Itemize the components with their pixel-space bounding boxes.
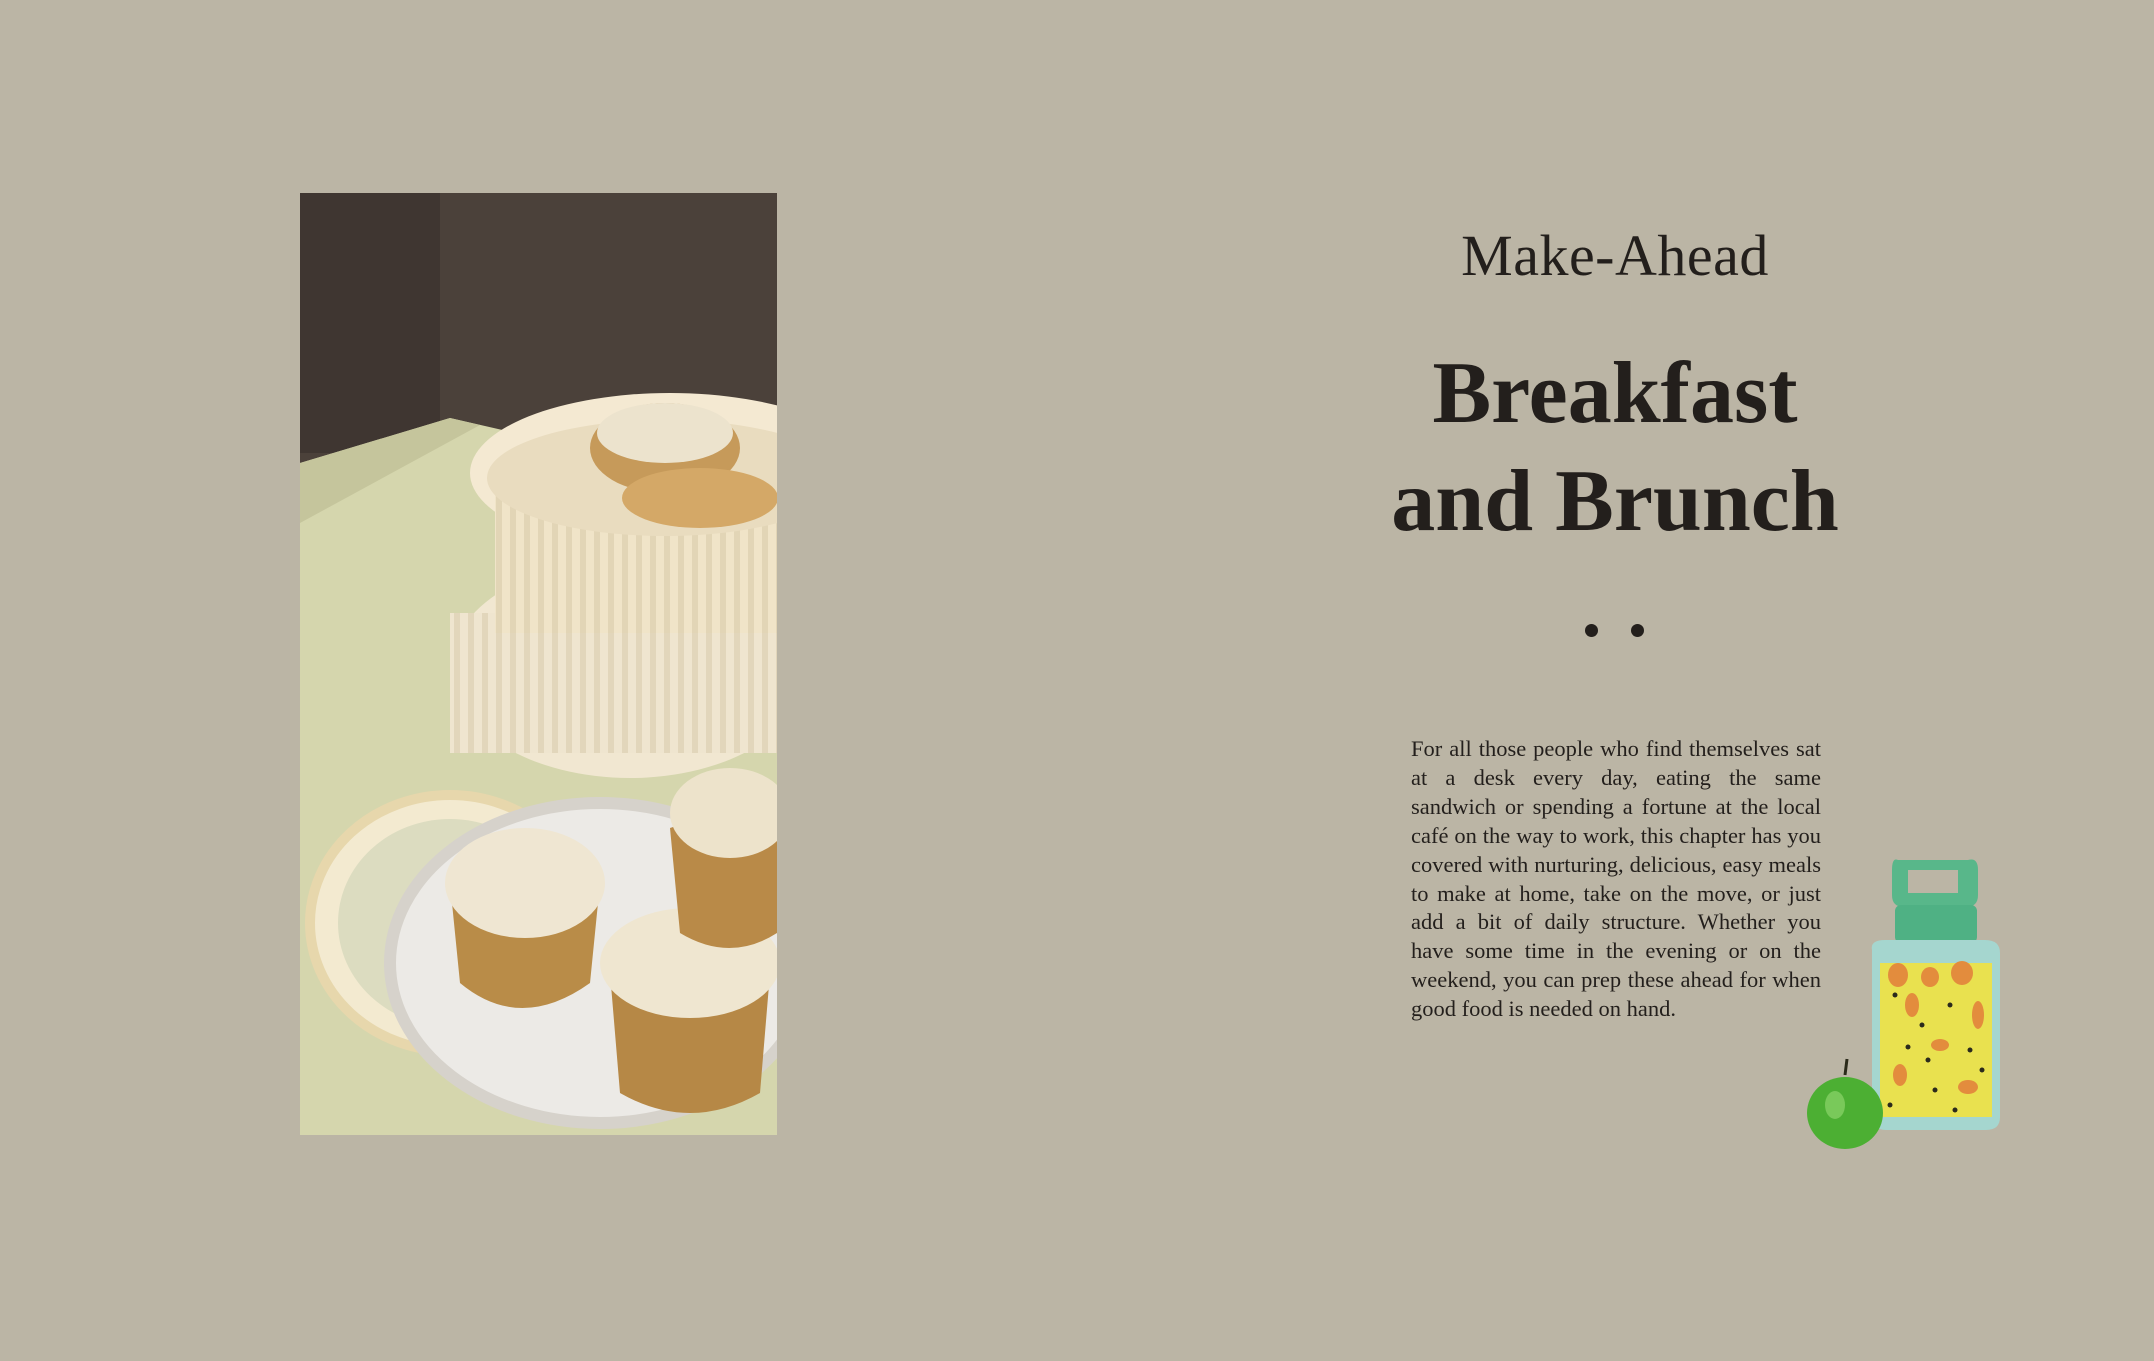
muffins-photo (300, 193, 777, 1135)
ornament-dots (1585, 624, 1645, 638)
ornament-dot (1585, 624, 1598, 637)
chapter-title-line2: and Brunch (1391, 453, 1839, 550)
chapter-title-line1: Breakfast (1432, 345, 1798, 442)
chapter-subtitle: Make-Ahead (1461, 223, 1769, 288)
chapter-title (1300, 340, 1930, 556)
jar-and-apple-illustration (1800, 855, 2040, 1155)
ornament-dot (1631, 624, 1644, 637)
chapter-intro: For all those people who find themselves sat at a desk every day, eating the same sandwich or spending a fortune at the local café on the way to work, this chapter has you covered with nurturing, delicious, easy meals to make at home, take on the move, or just add a bit of daily structure. Whether you have some time in the evening or on the weekend, you can prep these ahead for when good food is needed on hand. (1411, 736, 1821, 1022)
